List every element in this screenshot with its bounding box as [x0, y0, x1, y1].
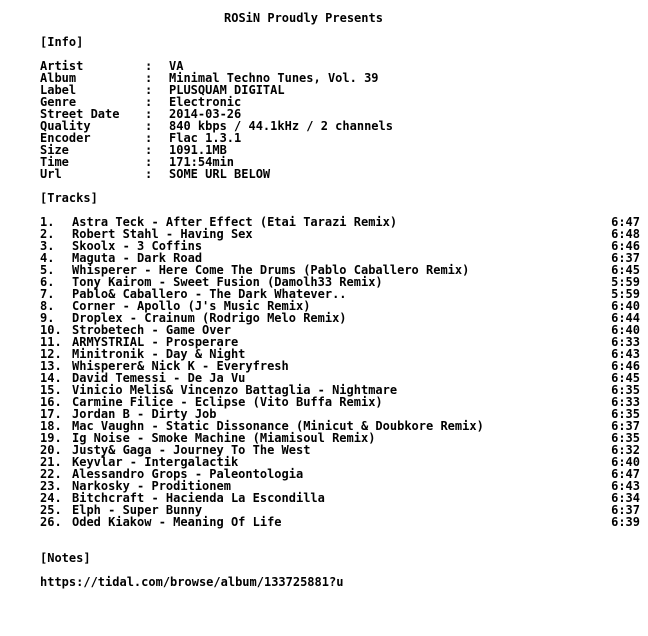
track-title: Minitronik - Day & Night [72, 347, 246, 361]
track-duration: 6:37 [611, 251, 640, 265]
track-duration: 5:59 [611, 287, 640, 301]
tracks-section-header: [Tracks] [40, 191, 98, 205]
info-value: Minimal Techno Tunes, Vol. 39 [169, 71, 379, 85]
track-duration: 6:43 [611, 479, 640, 493]
info-separator: : [145, 155, 153, 169]
track-title: Tony Kairom - Sweet Fusion (Damolh33 Remix) [72, 275, 383, 289]
notes-section-header: [Notes] [40, 551, 91, 565]
track-title: Corner - Apollo (J's Music Remix) [72, 299, 311, 313]
track-title: David Temessi - De Ja Vu [72, 371, 246, 385]
track-title: Keyvlar - Intergalactik [72, 455, 239, 469]
track-title: Narkosky - Proditionem [72, 479, 231, 493]
track-title: Mac Vaughn - Static Dissonance (Minicut & Doubkore Remix) [72, 419, 484, 433]
track-title: Oded Kiakow - Meaning Of Life [72, 515, 282, 529]
track-duration: 6:33 [611, 395, 640, 409]
track-row [40, 516, 640, 528]
info-row-album [40, 72, 600, 84]
track-duration: 6:34 [611, 491, 640, 505]
info-separator: : [145, 143, 153, 157]
track-number: 16. [40, 395, 62, 409]
track-title: Maguta - Dark Road [72, 251, 203, 265]
track-title: ARMYSTRIAL - Prosperare [72, 335, 239, 349]
track-number: 9. [40, 311, 55, 325]
track-duration: 6:45 [611, 371, 640, 385]
track-number: 18. [40, 419, 62, 433]
info-row-time [40, 156, 600, 168]
info-row-quality [40, 120, 600, 132]
track-title: Justy& Gaga - Journey To The West [72, 443, 311, 457]
track-number: 14. [40, 371, 62, 385]
info-row-genre [40, 96, 600, 108]
track-number: 25. [40, 503, 62, 517]
track-title: Bitchcraft - Hacienda La Escondilla [72, 491, 325, 505]
info-row-encoder [40, 132, 600, 144]
info-key: Label [40, 83, 77, 97]
track-title: Droplex - Crainum (Rodrigo Melo Remix) [72, 311, 347, 325]
track-duration: 6:46 [611, 359, 640, 373]
track-duration: 6:35 [611, 407, 640, 421]
track-number: 6. [40, 275, 55, 289]
track-number: 3. [40, 239, 55, 253]
track-title: Jordan B - Dirty Job [72, 407, 217, 421]
track-duration: 6:48 [611, 227, 640, 241]
track-title: Skoolx - 3 Coffins [72, 239, 203, 253]
info-value: 840 kbps / 44.1kHz / 2 channels [169, 119, 393, 133]
track-number: 13. [40, 359, 62, 373]
track-number: 19. [40, 431, 62, 445]
track-duration: 6:33 [611, 335, 640, 349]
info-value: 2014-03-26 [169, 107, 242, 121]
info-key: Size [40, 143, 69, 157]
track-list [40, 216, 640, 528]
track-title: Alessandro Grops - Paleontologia [72, 467, 304, 481]
info-separator: : [145, 131, 153, 145]
track-title: Whisperer& Nick K - Everyfresh [72, 359, 289, 373]
track-number: 24. [40, 491, 62, 505]
track-number: 10. [40, 323, 62, 337]
info-separator: : [145, 83, 153, 97]
track-number: 15. [40, 383, 62, 397]
info-key: Genre [40, 95, 77, 109]
track-duration: 6:47 [611, 467, 640, 481]
track-title: Whisperer - Here Come The Drums (Pablo Caballero Remix) [72, 263, 470, 277]
track-title: Elph - Super Bunny [72, 503, 203, 517]
track-number: 23. [40, 479, 62, 493]
track-number: 26. [40, 515, 62, 529]
track-duration: 6:46 [611, 239, 640, 253]
track-title: Astra Teck - After Effect (Etai Tarazi Remix) [72, 215, 398, 229]
info-key: Artist [40, 59, 84, 73]
info-key: Encoder [40, 131, 91, 145]
info-value: Flac 1.3.1 [169, 131, 242, 145]
track-duration: 5:59 [611, 275, 640, 289]
track-number: 4. [40, 251, 55, 265]
info-key: Album [40, 71, 77, 85]
track-title: Ig Noise - Smoke Machine (Miamisoul Remix) [72, 431, 376, 445]
info-separator: : [145, 59, 153, 73]
track-title: Vinicio Melis& Vincenzo Battaglia - Nightmare [72, 383, 398, 397]
track-number: 20. [40, 443, 62, 457]
track-number: 2. [40, 227, 55, 241]
info-key: Time [40, 155, 69, 169]
track-duration: 6:40 [611, 323, 640, 337]
info-value: PLUSQUAM DIGITAL [169, 83, 285, 97]
track-title: Robert Stahl - Having Sex [72, 227, 253, 241]
track-duration: 6:37 [611, 503, 640, 517]
info-key: Street Date [40, 107, 120, 121]
track-duration: 6:39 [611, 515, 640, 529]
page-title: ROSiN Proudly Presents [224, 11, 383, 25]
info-row-label [40, 84, 600, 96]
track-duration: 6:44 [611, 311, 640, 325]
track-title: Carmine Filice - Eclipse (Vito Buffa Remix) [72, 395, 383, 409]
track-duration: 6:47 [611, 215, 640, 229]
track-number: 7. [40, 287, 55, 301]
track-number: 5. [40, 263, 55, 277]
info-separator: : [145, 95, 153, 109]
track-number: 8. [40, 299, 55, 313]
track-duration: 6:43 [611, 347, 640, 361]
track-title: Strobetech - Game Over [72, 323, 231, 337]
info-key: Quality [40, 119, 91, 133]
info-key: Url [40, 167, 62, 181]
info-value: 171:54min [169, 155, 235, 169]
track-number: 1. [40, 215, 55, 229]
track-duration: 6:45 [611, 263, 640, 277]
info-row-url [40, 168, 600, 180]
info-value: Electronic [169, 95, 242, 109]
track-duration: 6:35 [611, 431, 640, 445]
track-number: 12. [40, 347, 62, 361]
track-number: 17. [40, 407, 62, 421]
track-duration: 6:37 [611, 419, 640, 433]
info-value: SOME URL BELOW [169, 167, 271, 181]
track-number: 11. [40, 335, 62, 349]
info-value: VA [169, 59, 184, 73]
track-number: 22. [40, 467, 62, 481]
track-duration: 6:40 [611, 299, 640, 313]
info-section-header: [Info] [40, 35, 84, 49]
info-row-size [40, 144, 600, 156]
track-number: 21. [40, 455, 62, 469]
track-duration: 6:35 [611, 383, 640, 397]
track-duration: 6:32 [611, 443, 640, 457]
info-value: 1091.1MB [169, 143, 227, 157]
info-separator: : [145, 71, 153, 85]
info-list [40, 60, 600, 180]
info-separator: : [145, 119, 153, 133]
track-title: Pablo& Caballero - The Dark Whatever.. [72, 287, 347, 301]
track-duration: 6:40 [611, 455, 640, 469]
info-separator: : [145, 167, 153, 181]
info-separator: : [145, 107, 153, 121]
notes-url-link[interactable]: https://tidal.com/browse/album/133725881?u [40, 575, 344, 589]
